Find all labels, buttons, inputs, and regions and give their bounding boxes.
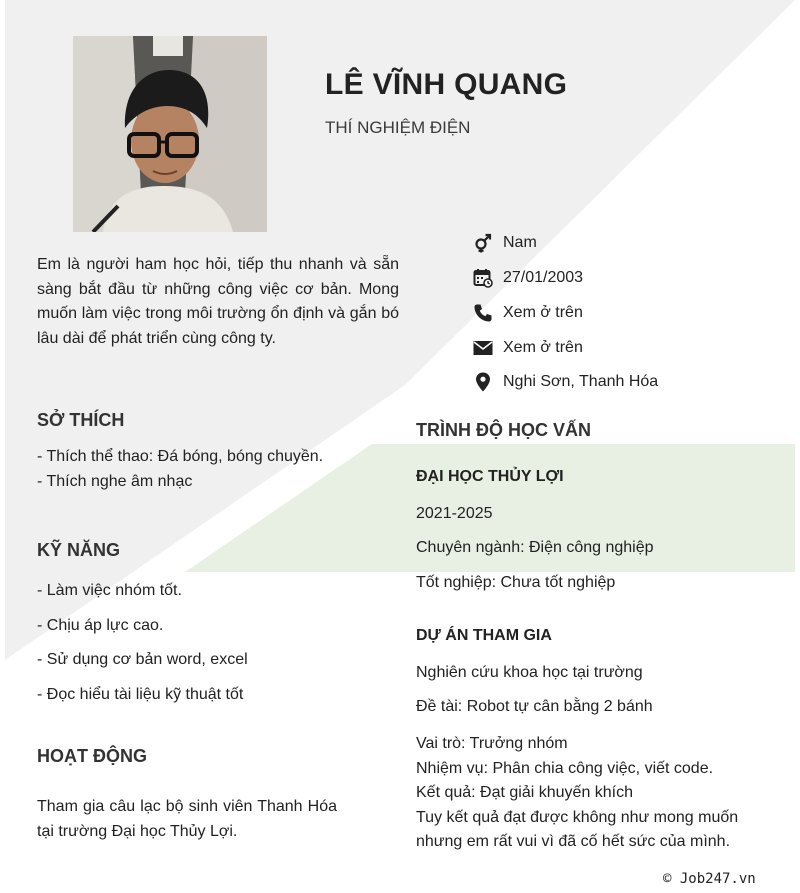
activities-heading: HOẠT ĐỘNG — [37, 746, 147, 766]
project-details — [416, 732, 786, 855]
hobby-item: - Thích nghe âm nhạc — [37, 473, 193, 490]
skill-item: - Sử dụng cơ bản word, excel — [37, 651, 248, 668]
map-pin-icon — [472, 371, 494, 393]
address-value: Nghi Sơn, Thanh Hóa — [503, 373, 659, 391]
contact-gender — [472, 226, 782, 261]
project-note: Tuy kết quả đạt được không như mong muốn nhưng em rất vui vì đã cố hết sức của mình. — [416, 808, 739, 850]
phone-icon — [472, 302, 494, 324]
skill-item: - Đọc hiểu tài liệu kỹ thuật tốt — [37, 686, 244, 703]
activities-text: Tham gia câu lạc bộ sinh viên Thanh Hóa tại trường Đại học Thủy Lợi. — [37, 798, 337, 840]
education-major: Chuyên ngành: Điện công nghiệp — [416, 539, 654, 556]
hobbies-heading: SỞ THÍCH — [37, 410, 125, 430]
project-name: Nghiên cứu khoa học tại trường — [416, 664, 643, 681]
hobby-item: - Thích thể thao: Đá bóng, bóng chuyền. — [37, 448, 324, 465]
project-task: Nhiệm vụ: Phân chia công việc, viết code. — [416, 759, 714, 777]
envelope-icon — [472, 337, 494, 359]
project-role: Vai trò: Trưởng nhóm — [416, 735, 568, 752]
contact-address — [472, 365, 782, 400]
footer-brand: © Job247.vn — [663, 871, 756, 887]
education-graduation: Tốt nghiệp: Chưa tốt nghiệp — [416, 574, 616, 591]
project-result: Kết quả: Đạt giải khuyến khích — [416, 784, 634, 801]
skill-item: - Làm việc nhóm tốt. — [37, 582, 182, 599]
contact-phone — [472, 296, 782, 331]
hobbies-list — [37, 444, 337, 494]
skills-heading: KỸ NĂNG — [37, 540, 121, 560]
calendar-icon — [472, 267, 494, 289]
projects-heading: DỰ ÁN THAM GIA — [416, 627, 552, 644]
gender-value: Nam — [503, 234, 537, 252]
contact-list — [472, 226, 782, 400]
skill-item: - Chịu áp lực cao. — [37, 617, 164, 634]
career-objective: Em là người ham học hỏi, tiếp thu nhanh và sẵn sàng bắt đầu từ những công việc cơ bản. Mong muốn làm việc trong môi trường ổn định và gắn bó lâu dài để phát triển cùng công ty. — [37, 256, 399, 347]
birthday-value: 27/01/2003 — [503, 269, 584, 287]
email-value: Xem ở trên — [503, 338, 583, 356]
project-topic: Đề tài: Robot tự cân bằng 2 bánh — [416, 698, 653, 715]
school-name: ĐẠI HỌC THỦY LỢI — [416, 468, 564, 485]
phone-value: Xem ở trên — [503, 303, 583, 321]
education-heading: TRÌNH ĐỘ HỌC VẤN — [416, 420, 591, 440]
profile-photo — [73, 36, 267, 232]
job-title: THÍ NGHIỆM ĐIỆN — [325, 118, 471, 137]
gender-icon — [472, 232, 494, 254]
contact-email — [472, 330, 782, 365]
education-period: 2021-2025 — [416, 505, 493, 522]
candidate-name: LÊ VĨNH QUANG — [325, 68, 568, 101]
contact-birthday — [472, 261, 782, 296]
